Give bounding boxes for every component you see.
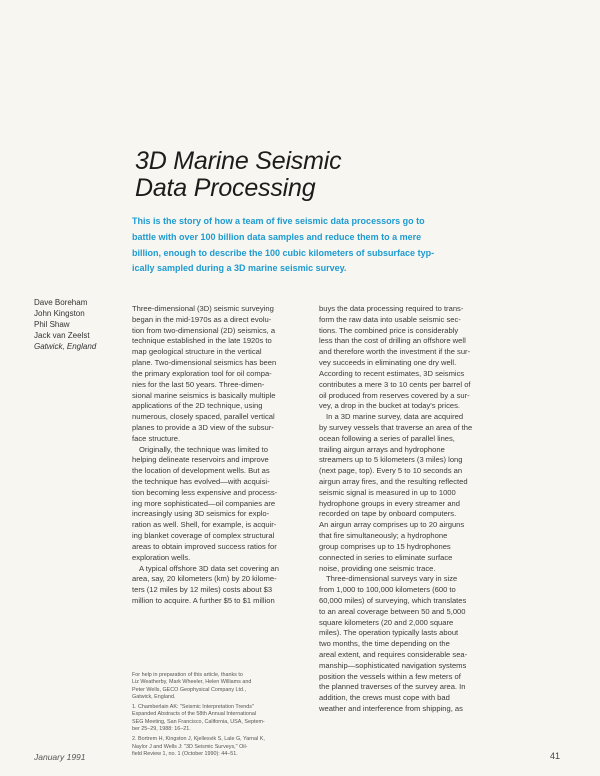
text-line: areas to obtain improved success ratios for xyxy=(132,541,277,551)
text-line: position the vessels within a few meters of xyxy=(319,671,461,681)
issue-date: January 1991 xyxy=(34,752,86,762)
text-line: According to recent estimates, 3D seismics xyxy=(319,368,465,378)
text-line: technique established in the late 1920s to xyxy=(132,336,272,346)
lead-paragraph xyxy=(132,214,472,277)
text-line: million to acquire. A further $5 to $1 million xyxy=(132,595,275,605)
text-line: applications of the 2D technique, using xyxy=(132,401,263,411)
text-line: area, say, 20 kilometers (km) by 20 kilome- xyxy=(132,574,277,584)
text-line: ing more sophisticated—oil companies are xyxy=(132,498,276,508)
text-line: the technique has evolved—with acquisi- xyxy=(132,477,270,486)
text-line: increasingly using 3D seismics for explo- xyxy=(132,509,270,519)
text-line: that fire simultaneously; a hydrophone xyxy=(319,531,448,541)
text-line: airgun array fires, and the resulting reflected xyxy=(319,477,468,486)
text-line: (next page, top). Every 5 to 10 seconds an xyxy=(319,466,463,476)
title-line: 3D Marine Seismic xyxy=(135,147,342,175)
author-affiliation: Gatwick, England xyxy=(34,342,97,351)
text-line: vey succeeds in eliminating one dry well. xyxy=(319,358,457,368)
text-line: tions. The combined price is considerably xyxy=(319,325,459,335)
text-line: 60,000 miles) of surveying, which translates xyxy=(319,595,467,605)
text-line: For help in preparation of this article, thanks to xyxy=(132,672,243,678)
text-line: the primary exploration tool for oil compa- xyxy=(132,368,272,378)
text-line: began in the mid-1970s as a direct evolu- xyxy=(132,314,272,324)
text-line: face structure. xyxy=(132,433,181,443)
text-line: miles). The operation typically lasts about xyxy=(319,628,459,638)
text-line: square kilometers (20 and 2,000 square xyxy=(319,617,454,627)
text-line: 1. Chamberlain AK: "Seismic Interpretation Trends" xyxy=(132,704,254,711)
text-line: tion from two-dimensional (2D) seismics, a xyxy=(132,325,276,335)
text-line: Peter Wells, GECO Geophysical Company Ltd., xyxy=(132,686,247,693)
text-line: two months, the time depending on the xyxy=(319,639,450,649)
text-line: ters (12 miles by 12 miles) costs about $3 xyxy=(132,585,273,595)
text-line: planes to provide a 3D view of the subsur- xyxy=(132,422,274,432)
author: Phil Shaw xyxy=(34,320,70,329)
text-line: weather and interference from shipping, as xyxy=(319,704,463,714)
text-line: contributes a mere 3 to 10 cents per barrel of xyxy=(319,379,471,389)
text-line: less than the cost of drilling an offshore well xyxy=(319,336,466,346)
text-line: the planned traverses of the survey area. In xyxy=(319,682,466,692)
text-line: In a 3D marine survey, data are acquired xyxy=(326,412,464,422)
text-line: Three-dimensional surveys vary in size xyxy=(326,574,458,584)
text-line: trailing airgun arrays and hydrophone xyxy=(319,444,445,454)
body-column-2 xyxy=(319,304,497,715)
page-number: 41 xyxy=(550,751,561,761)
text-line: form the raw data into usable seismic sec- xyxy=(319,314,461,324)
text-line: by survey vessels that traverse an area of the xyxy=(319,422,473,432)
text-line: helping delineate reservoirs and improve xyxy=(132,455,269,465)
text-line: vey, a drop in the bucket at today's prices. xyxy=(319,401,461,411)
text-line: Three-dimensional (3D) seismic surveying xyxy=(132,304,274,313)
text-line: buys the data processing required to trans- xyxy=(319,304,464,313)
article-title xyxy=(135,148,535,202)
text-line: to an areal coverage between 50 and 5,000 xyxy=(319,606,466,616)
text-line: areal extent, and requires considerable sea- xyxy=(319,650,468,659)
text-line: ocean following a series of parallel lines, xyxy=(319,433,455,443)
text-line: noise, providing one seismic trace. xyxy=(319,563,436,573)
text-line: numerous, closely spaced, parallel vertical xyxy=(132,412,275,422)
text-line: Liz Weatherby, Mark Wheeler, Helen Williams and xyxy=(132,679,252,686)
text-line: exploration wells. xyxy=(132,552,191,562)
lead-line: billion, enough to describe the 100 cubic kilometers of subsurface typ- xyxy=(132,247,435,258)
text-line: Gatwick, England. xyxy=(132,693,176,700)
text-line: addition, the crews must cope with bad xyxy=(319,693,450,703)
author-list xyxy=(34,297,129,352)
body-column-1 xyxy=(132,304,310,607)
text-line: map geological structure in the vertical xyxy=(132,347,262,357)
text-line: Originally, the technique was limited to xyxy=(139,444,269,454)
text-line: from 1,000 to 100,000 kilometers (600 to xyxy=(319,585,456,595)
text-line: the location of development wells. But as xyxy=(132,466,270,476)
author: Dave Boreham xyxy=(34,298,88,307)
text-line: ber 25–29, 1988: 16–21. xyxy=(132,726,191,733)
text-line: and therefore worth the investment if the sur- xyxy=(319,347,471,357)
text-line: plane. Two-dimensional seismics has been xyxy=(132,358,277,368)
text-line: manship—sophisticated navigation systems xyxy=(319,660,467,670)
text-line: recorded on tape by onboard computers. xyxy=(319,509,457,519)
text-line: connected in series to eliminate surface xyxy=(319,552,453,562)
text-line: sional marine seismics is basically multiple xyxy=(132,390,276,400)
lead-line: battle with over 100 billion data samples and reduce them to a mere xyxy=(132,231,422,242)
text-line: Naylor J and Wells J: "3D Seismic Surveys," Oil- xyxy=(132,743,248,750)
title-line: Data Processing xyxy=(135,174,316,202)
text-line: nies for the last 50 years. Three-dimen- xyxy=(132,379,265,389)
author: John Kingston xyxy=(34,309,85,318)
text-line: An airgun array comprises up to 20 airguns xyxy=(319,520,465,530)
author: Jack van Zeelst xyxy=(34,331,90,340)
text-line: hydrophone groups in every streamer and xyxy=(319,498,460,508)
text-line: 2. Bortrem H, Kingston J, Kjellesvik S, Lale G, Yarnal K, xyxy=(132,736,265,743)
text-line: streamers up to 5 kilometers (3 miles) long xyxy=(319,455,463,465)
text-line: SEG Meeting, San Francisco, California, USA, Septem- xyxy=(132,718,265,725)
lead-line: ically sampled during a 3D marine seismic survey. xyxy=(132,263,347,274)
text-line: group comprises up to 15 hydrophones xyxy=(319,541,451,551)
text-line: field Review 1, no. 1 (October 1990): 44–51. xyxy=(132,750,238,757)
footnotes xyxy=(132,672,310,758)
text-line: A typical offshore 3D data set covering an xyxy=(139,563,280,573)
text-line: oil produced from reserves covered by a sur- xyxy=(319,390,470,400)
text-line: ing blanket coverage of complex structural xyxy=(132,531,275,541)
text-line: tion becoming less expensive and process- xyxy=(132,487,278,497)
text-line: ration as well. Shell, for example, is acquir- xyxy=(132,520,277,530)
lead-line: This is the story of how a team of five seismic data processors go to xyxy=(132,216,425,226)
text-line: seismic signal is measured in up to 1000 xyxy=(319,487,456,497)
text-line: Expanded Abstracts of the 58th Annual International xyxy=(132,711,257,718)
